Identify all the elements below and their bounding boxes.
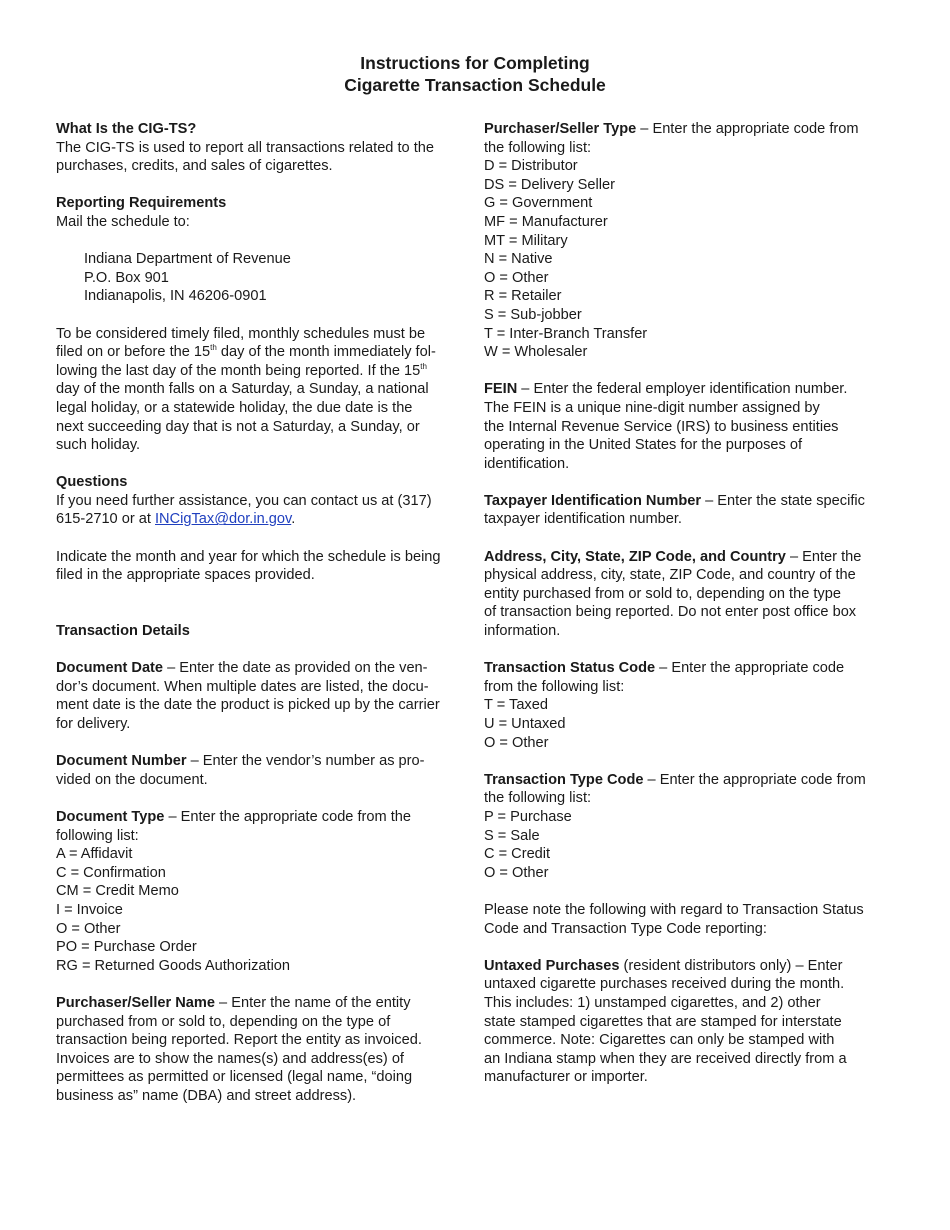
text-line: identification. bbox=[484, 455, 570, 472]
text-line: day of the month falls on a Saturday, a Sunday, a national bbox=[56, 381, 429, 398]
text-line: of transaction being reported. Do not enter post office box bbox=[484, 604, 857, 621]
text-line: physical address, city, state, ZIP Code, and country of the bbox=[484, 567, 856, 584]
code-item: DS = Delivery Seller bbox=[484, 176, 615, 193]
code-item: MT = Military bbox=[484, 232, 568, 249]
section-transaction-status-code bbox=[484, 659, 898, 752]
text-line: operating in the United States for the purposes of bbox=[484, 437, 803, 454]
text-line: taxpayer identification number. bbox=[484, 511, 682, 528]
text-line: such holiday. bbox=[56, 437, 141, 454]
text-line: from the following list: bbox=[484, 678, 625, 695]
code-item: O = Other bbox=[484, 269, 549, 286]
code-item: S = Sale bbox=[484, 827, 540, 844]
code-item: MF = Manufacturer bbox=[484, 213, 608, 230]
text-line: the following list: bbox=[484, 790, 592, 807]
code-item: T = Inter-Branch Transfer bbox=[484, 325, 648, 342]
text-line: Purchaser/Seller Type – Enter the appropriate code from bbox=[484, 121, 859, 137]
text-line: untaxed cigarette purchases received during the month. bbox=[484, 976, 845, 993]
section-what-is bbox=[56, 120, 470, 176]
text-line: Transaction Status Code – Enter the appropriate code bbox=[484, 660, 845, 677]
section-purchaser-seller-name bbox=[56, 994, 470, 1106]
document-title bbox=[0, 52, 950, 96]
text-line: purchased from or sold to, depending on the type of bbox=[56, 1013, 391, 1030]
text-line: Document Date – Enter the date as provided on the ven- bbox=[56, 660, 428, 677]
address-line: Indianapolis, IN 46206-0901 bbox=[84, 288, 267, 305]
code-item: D = Distributor bbox=[484, 158, 578, 175]
left-column bbox=[56, 120, 470, 1105]
code-item: C = Confirmation bbox=[56, 864, 166, 881]
section-document-date bbox=[56, 659, 470, 733]
text-line: Code and Transaction Type Code reporting: bbox=[484, 920, 767, 937]
code-item: S = Sub-jobber bbox=[484, 306, 582, 323]
text-line: Invoices are to show the names(s) and address(es) of bbox=[56, 1050, 404, 1067]
text-line: Mail the schedule to: bbox=[56, 213, 190, 230]
text-line: legal holiday, or a statewide holiday, the due date is the bbox=[56, 399, 413, 416]
section-heading-transaction-details: Transaction Details bbox=[56, 623, 190, 640]
text-line: the Internal Revenue Service (IRS) to business entities bbox=[484, 418, 839, 435]
text-line: business as” name (DBA) and street address). bbox=[56, 1087, 357, 1104]
text-line: Address, City, State, ZIP Code, and Country – Enter the bbox=[484, 548, 862, 565]
text-line: for delivery. bbox=[56, 716, 131, 732]
code-item: N = Native bbox=[484, 251, 553, 268]
text-line: Document Type – Enter the appropriate code from the bbox=[56, 808, 412, 825]
text-line: FEIN – Enter the federal employer identification number. bbox=[484, 381, 848, 398]
text-line: vided on the document. bbox=[56, 771, 208, 788]
mailing-address bbox=[56, 250, 470, 306]
text-line: Indicate the month and year for which the schedule is being bbox=[56, 548, 441, 565]
section-address bbox=[484, 548, 898, 641]
text-line: Taxpayer Identification Number – Enter the state specific bbox=[484, 492, 865, 509]
text-line: If you need further assistance, you can contact us at (317) bbox=[56, 492, 432, 509]
text-line: filed in the appropriate spaces provided. bbox=[56, 567, 315, 584]
text-line: Transaction Type Code – Enter the appropriate code from bbox=[484, 771, 866, 788]
address-line: Indiana Department of Revenue bbox=[84, 251, 291, 268]
code-item: CM = Credit Memo bbox=[56, 883, 179, 900]
code-item: O = Other bbox=[484, 864, 549, 881]
text-line: filed on or before the 15th day of the month immediately fol- bbox=[56, 343, 436, 361]
code-item: O = Other bbox=[484, 734, 549, 751]
section-reporting-requirements bbox=[56, 194, 470, 306]
section-purchaser-seller-type bbox=[484, 120, 898, 362]
section-taxpayer-id bbox=[484, 492, 898, 529]
code-item: I = Invoice bbox=[56, 901, 123, 918]
section-transaction-type-code bbox=[484, 771, 898, 883]
text-line: commerce. Note: Cigarettes can only be stamped with bbox=[484, 1032, 835, 1049]
text-line: Please note the following with regard to Transaction Status bbox=[484, 901, 864, 918]
text-line: an Indiana stamp when they are received directly from a bbox=[484, 1050, 847, 1067]
title-line-2: Cigarette Transaction Schedule bbox=[344, 75, 606, 95]
text-line: information. bbox=[484, 623, 561, 640]
text-line: purchases, credits, and sales of cigarettes. bbox=[56, 158, 333, 175]
section-heading: Questions bbox=[56, 474, 128, 491]
section-document-type bbox=[56, 808, 470, 975]
text-line: Purchaser/Seller Name – Enter the name of the entity bbox=[56, 994, 411, 1011]
section-indicate-period bbox=[56, 548, 470, 585]
text-line: permittees as permitted or licensed (legal name, “doing bbox=[56, 1069, 413, 1086]
title-line-1: Instructions for Completing bbox=[360, 53, 590, 73]
address-line: P.O. Box 901 bbox=[84, 269, 169, 286]
code-item: C = Credit bbox=[484, 846, 551, 863]
text-line: 615-2710 or at INCigTax@dor.in.gov. bbox=[56, 511, 296, 528]
text-line: dor’s document. When multiple dates are listed, the docu- bbox=[56, 678, 429, 695]
code-item: A = Affidavit bbox=[56, 846, 133, 863]
code-item: G = Government bbox=[484, 195, 593, 212]
text-line: following list: bbox=[56, 827, 139, 844]
text-line: The FEIN is a unique nine-digit number assigned by bbox=[484, 399, 820, 416]
text-line: transaction being reported. Report the entity as invoiced. bbox=[56, 1032, 422, 1049]
text-line: next succeeding day that is not a Saturday, a Sunday, or bbox=[56, 418, 420, 435]
text-line: state stamped cigarettes that are stamped for interstate bbox=[484, 1013, 842, 1030]
code-item: W = Wholesaler bbox=[484, 344, 588, 361]
code-item: P = Purchase bbox=[484, 808, 572, 825]
section-timely-filing bbox=[56, 325, 470, 455]
email-link[interactable]: INCigTax@dor.in.gov bbox=[155, 511, 292, 528]
text-line: entity purchased from or sold to, depending on the type bbox=[484, 585, 841, 602]
text-line: To be considered timely filed, monthly schedules must be bbox=[56, 325, 426, 342]
text-line: the following list: bbox=[484, 139, 592, 156]
text-line: Document Number – Enter the vendor’s number as pro- bbox=[56, 753, 425, 770]
code-item: U = Untaxed bbox=[484, 716, 566, 732]
code-item: T = Taxed bbox=[484, 697, 548, 714]
section-untaxed-purchases bbox=[484, 957, 898, 1087]
text-line: The CIG-TS is used to report all transactions related to the bbox=[56, 139, 434, 156]
section-heading: What Is the CIG-TS? bbox=[56, 121, 197, 137]
section-questions bbox=[56, 473, 470, 529]
section-heading: Reporting Requirements bbox=[56, 195, 227, 212]
code-item: RG = Returned Goods Authorization bbox=[56, 957, 291, 974]
text-line: Untaxed Purchases (resident distributors only) – Enter bbox=[484, 957, 843, 974]
code-item: O = Other bbox=[56, 920, 121, 937]
text-line: This includes: 1) unstamped cigarettes, and 2) other bbox=[484, 994, 821, 1011]
code-item: PO = Purchase Order bbox=[56, 939, 197, 956]
section-reporting-note bbox=[484, 901, 898, 938]
section-fein bbox=[484, 380, 898, 473]
section-document-number bbox=[56, 752, 470, 789]
right-column bbox=[484, 120, 898, 1087]
text-line: ment date is the date the product is picked up by the carrier bbox=[56, 697, 440, 714]
text-line: lowing the last day of the month being reported. If the 15th bbox=[56, 361, 427, 379]
text-line: manufacturer or importer. bbox=[484, 1069, 648, 1086]
code-item: R = Retailer bbox=[484, 288, 562, 305]
